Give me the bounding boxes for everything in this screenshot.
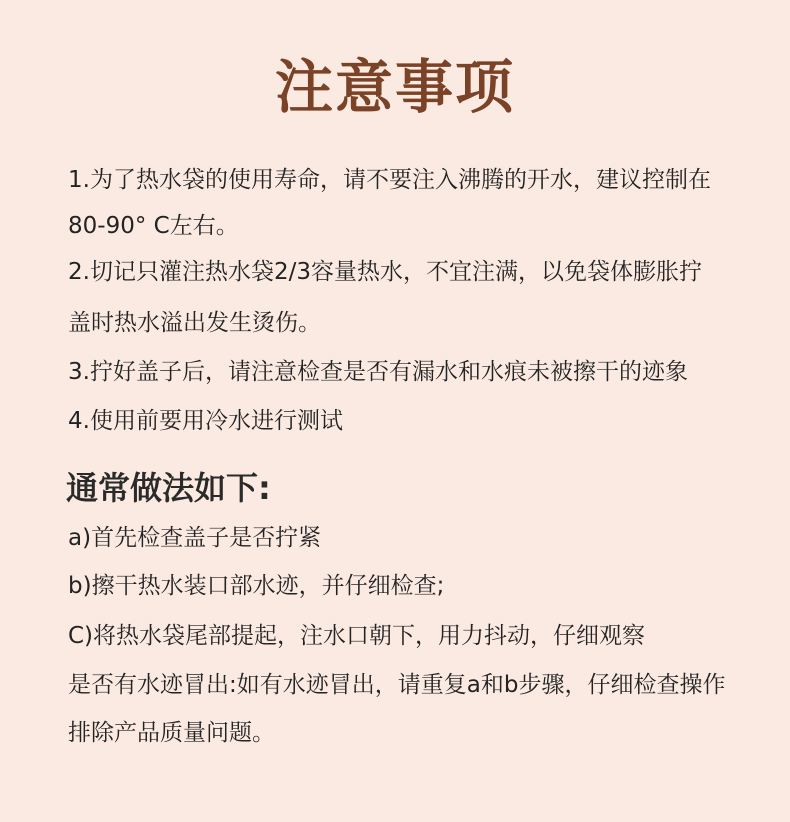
method-step-c: C)将热水袋尾部提起，注水口朝下，用力抖动，仔细观察	[68, 623, 646, 649]
method-step-c-cont: 是否有水迹冒出:如有水迹冒出，请重复a和b步骤，仔细检查操作	[68, 672, 726, 698]
note-line-5: 3.拧好盖子后，请注意检查是否有漏水和水痕未被擦干的迹象	[68, 359, 688, 385]
page-title: 注意事项	[274, 53, 515, 121]
note-line-6: 4.使用前要用冷水进行测试	[68, 408, 343, 434]
note-line-3: 2.切记只灌注热水袋2/3容量热水，不宜注满，以免袋体膨胀拧	[68, 259, 702, 285]
note-line-1: 1.为了热水袋的使用寿命，请不要注入沸腾的开水，建议控制在	[68, 167, 711, 193]
method-step-conclusion: 排除产品质量问题。	[68, 720, 275, 746]
method-step-a: a)首先检查盖子是否拧紧	[68, 525, 322, 551]
note-line-4: 盖时热水溢出发生烫伤。	[68, 310, 321, 336]
note-line-2: 80-90° C左右。	[68, 213, 239, 239]
method-step-b: b)擦干热水装口部水迹，并仔细检查;	[68, 573, 445, 599]
method-title: 通常做法如下:	[66, 469, 271, 507]
